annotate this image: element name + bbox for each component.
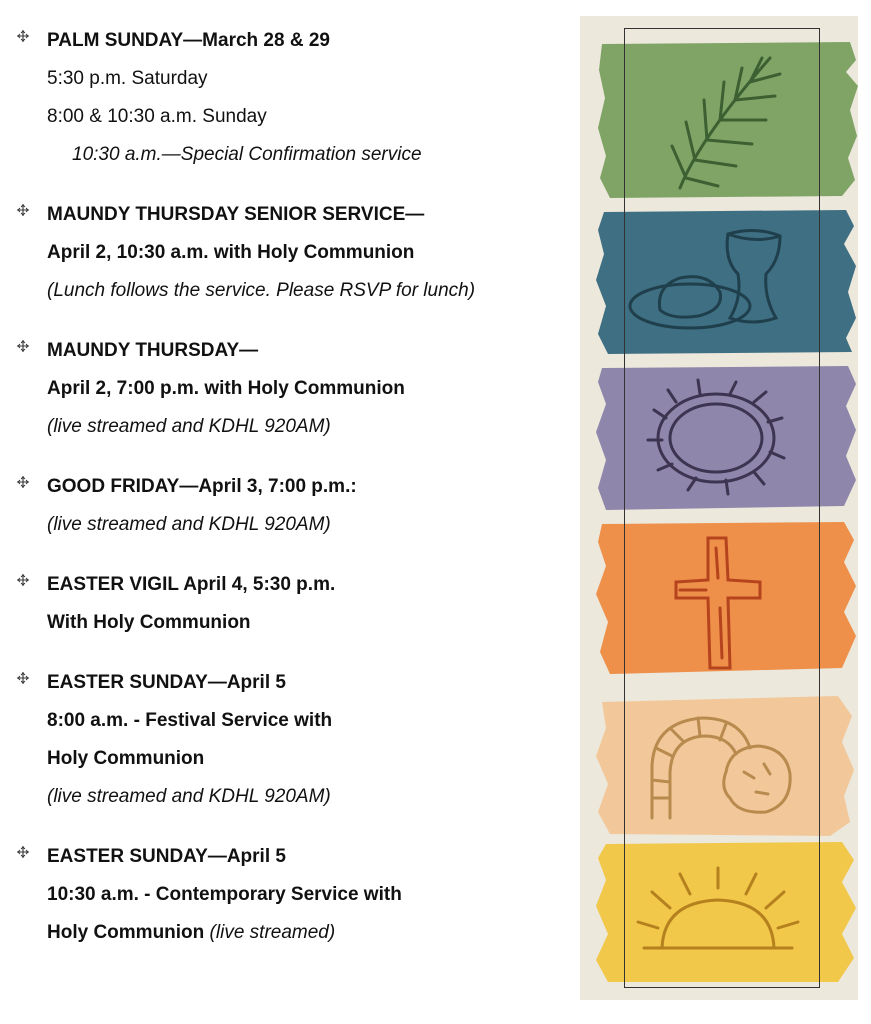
item-line: Holy Communion	[47, 748, 205, 769]
schedule-item-easter-vigil	[14, 566, 574, 642]
holy-week-banner	[580, 16, 858, 1000]
bullet-icon	[16, 475, 30, 489]
bullet-icon	[16, 845, 30, 859]
item-title: EASTER SUNDAY—April 5	[47, 846, 286, 867]
item-note: (live streamed and KDHL 920AM)	[47, 786, 331, 807]
item-note: (Lunch follows the service. Please RSVP for lunch)	[47, 280, 476, 301]
item-note: 10:30 a.m.—Special Confirmation service	[72, 144, 422, 165]
item-line: April 2, 10:30 a.m. with Holy Communion	[47, 242, 415, 263]
bullet-icon	[16, 203, 30, 217]
bullet-icon	[16, 339, 30, 353]
item-line: With Holy Communion	[47, 612, 251, 633]
item-title: EASTER VIGIL April 4, 5:30 p.m.	[47, 574, 336, 595]
item-title: EASTER SUNDAY—April 5	[47, 672, 286, 693]
item-line: 8:00 a.m. - Festival Service with	[47, 710, 333, 731]
schedule-item-easter-festival	[14, 664, 574, 816]
item-note: (live streamed)	[204, 922, 336, 943]
bullet-icon	[16, 29, 30, 43]
schedule-item-maundy-senior	[14, 196, 574, 310]
schedule-item-maundy-thursday	[14, 332, 574, 446]
service-schedule	[14, 22, 574, 974]
item-line	[47, 914, 574, 952]
item-title: MAUNDY THURSDAY SENIOR SERVICE—	[47, 204, 425, 225]
item-line: 10:30 a.m. - Contemporary Service with	[47, 884, 402, 905]
schedule-item-good-friday	[14, 468, 574, 544]
item-note: (live streamed and KDHL 920AM)	[47, 514, 331, 535]
item-line: 5:30 p.m. Saturday	[47, 68, 208, 89]
bullet-icon	[16, 671, 30, 685]
item-line-bold: Holy Communion	[47, 922, 205, 943]
item-title: MAUNDY THURSDAY—	[47, 340, 259, 361]
item-note: (live streamed and KDHL 920AM)	[47, 416, 331, 437]
item-line: April 2, 7:00 p.m. with Holy Communion	[47, 378, 405, 399]
schedule-item-palm-sunday	[14, 22, 574, 174]
banner-frame	[624, 28, 820, 988]
schedule-item-easter-contemporary	[14, 838, 574, 952]
item-title: GOOD FRIDAY—April 3, 7:00 p.m.:	[47, 476, 357, 497]
item-line: 8:00 & 10:30 a.m. Sunday	[47, 106, 267, 127]
bullet-icon	[16, 573, 30, 587]
item-title: PALM SUNDAY—March 28 & 29	[47, 30, 330, 51]
